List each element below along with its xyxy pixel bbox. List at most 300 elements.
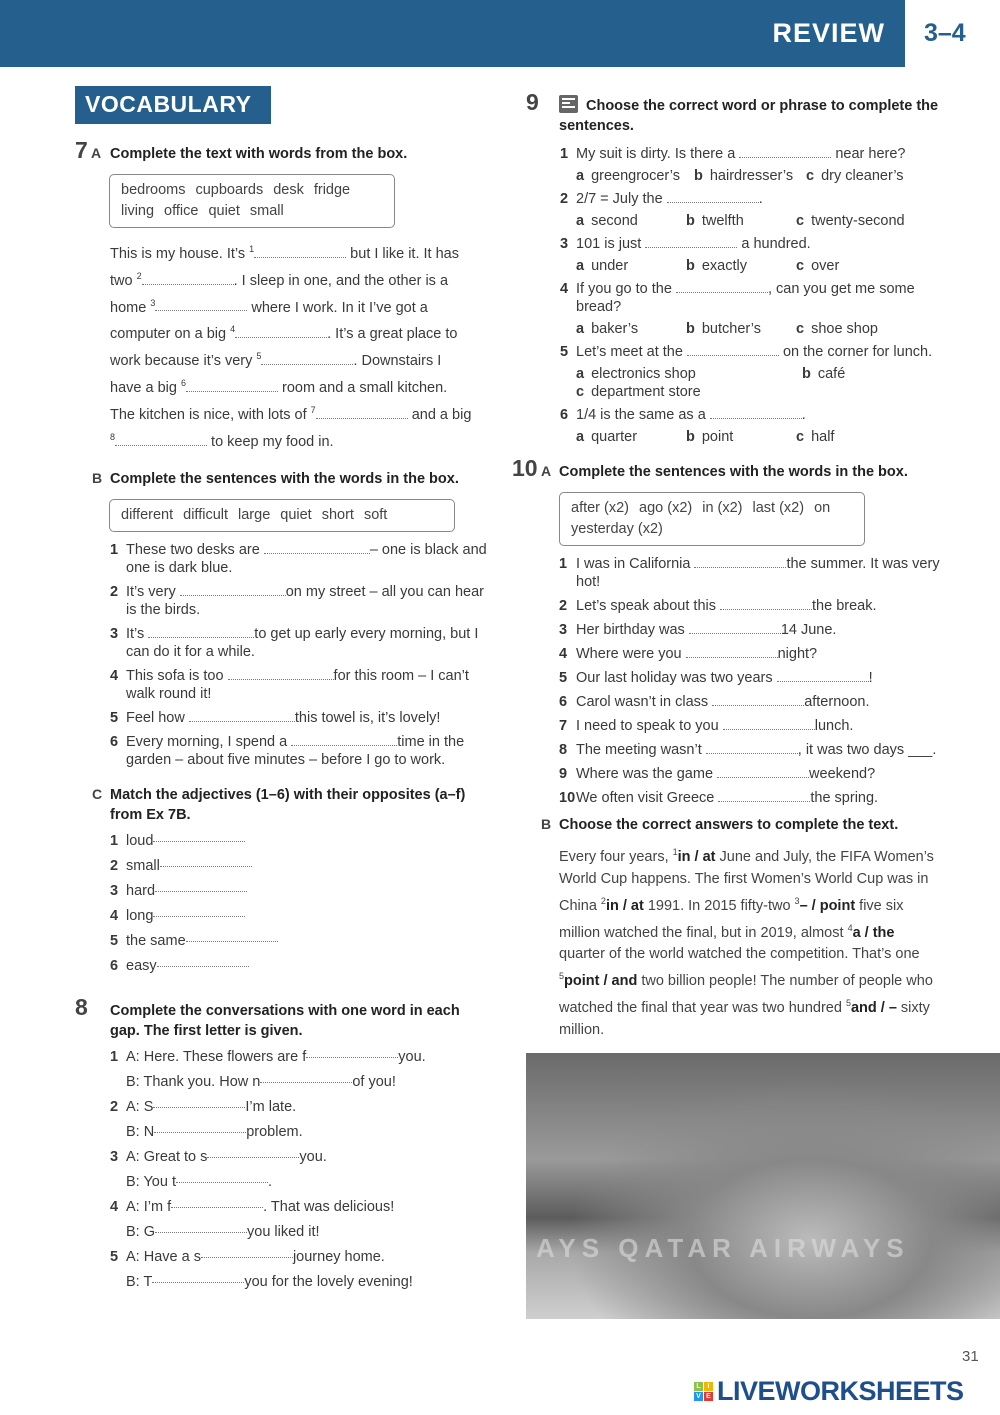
list-item [559, 693, 944, 711]
answer-gap[interactable] [689, 621, 781, 634]
spacer [110, 1120, 126, 1145]
list-item [110, 954, 495, 979]
option-letter: b [686, 258, 695, 274]
text-after: . [758, 191, 763, 207]
answer-gap[interactable] [154, 1120, 246, 1133]
option-text: quarter [591, 429, 638, 445]
item-text [576, 597, 944, 615]
header-title: REVIEW [772, 18, 885, 48]
conversation-line [110, 1045, 495, 1070]
option-text: department store [591, 384, 701, 400]
choice-number: 2 [600, 895, 606, 906]
answer-gap[interactable] [155, 1220, 247, 1233]
answer-gap[interactable] [186, 379, 278, 392]
option-letter: a [576, 366, 585, 382]
list-item [560, 190, 950, 208]
answer-gap[interactable] [264, 541, 370, 554]
text-after: I’m late. [245, 1098, 297, 1115]
option-letter: a [576, 429, 585, 445]
conversation-line [110, 1145, 495, 1170]
option[interactable] [576, 167, 694, 185]
option[interactable] [686, 428, 796, 446]
text-before: Her birthday was [576, 622, 689, 638]
answer-gap[interactable] [171, 1195, 263, 1208]
text-after: of you! [352, 1073, 396, 1090]
text-before: We often visit Greece [576, 790, 719, 806]
option-letter: a [576, 168, 585, 184]
list-item [559, 621, 944, 639]
item-number: 3 [110, 882, 119, 899]
gap-number: 6 [180, 378, 186, 389]
item-number: 4 [110, 1198, 119, 1215]
answer-gap[interactable] [723, 717, 815, 730]
answer-gap[interactable] [142, 272, 234, 285]
options [576, 167, 950, 185]
text-after: , can you get me some bread? [576, 281, 915, 315]
answer-gap[interactable] [186, 929, 278, 942]
choice-number: 5 [845, 998, 851, 1009]
instruction: Complete the text with words from the box. [110, 146, 408, 162]
text-before: Every morning, I spend a [126, 733, 292, 750]
list-item [560, 406, 950, 424]
item-text [126, 709, 489, 727]
answer-choice[interactable]: and / – [850, 1000, 897, 1017]
option[interactable] [576, 383, 950, 401]
text-after: 14 June. [780, 622, 837, 638]
gap-number: 1 [249, 244, 255, 254]
answer-gap[interactable] [645, 235, 737, 248]
list-item [559, 765, 944, 783]
options [576, 257, 950, 275]
item-text [576, 235, 950, 253]
item-text [576, 645, 944, 663]
option[interactable] [694, 167, 806, 185]
conversation-line [110, 1095, 495, 1120]
text-after: journey home. [292, 1248, 385, 1265]
item-number: 1 [560, 146, 569, 162]
gap-number: 7 [310, 404, 316, 415]
box-word: desk [273, 182, 304, 198]
option-letter: b [686, 429, 695, 445]
conversation-line [110, 1070, 495, 1095]
text-before: 1/4 is the same as a [576, 407, 710, 423]
option-letter: b [694, 168, 703, 184]
text-after: ! [868, 670, 873, 686]
exercise-8-header [75, 995, 495, 1041]
spacer [110, 1070, 126, 1095]
item-number: 5 [110, 932, 119, 949]
text-after: on the corner for lunch. [778, 344, 933, 360]
answer-gap[interactable] [316, 406, 408, 419]
exercise-9-header [510, 90, 1000, 136]
text-before: It’s [126, 625, 149, 642]
box-word: different [121, 506, 174, 523]
list-item [110, 904, 495, 929]
text-before: I was in California [576, 556, 695, 572]
liveworksheets-logo[interactable] [694, 1376, 964, 1407]
option-letter: c [806, 168, 815, 184]
answer-gap[interactable] [260, 1070, 352, 1083]
option[interactable] [686, 320, 796, 338]
text-before: B: Thank you. How n [126, 1073, 261, 1090]
sentence-list [109, 541, 489, 769]
text-after: you. [299, 1148, 327, 1165]
item-word: easy [126, 957, 157, 974]
box-word: bedrooms [121, 182, 186, 198]
box-word: quiet [208, 203, 240, 219]
conversation-list [75, 1045, 495, 1295]
box-word: difficult [183, 506, 229, 523]
spacer [110, 1220, 126, 1245]
box-word: office [164, 203, 199, 219]
football-photo [526, 1053, 1000, 1319]
item-text [576, 741, 944, 759]
text-before: Where was the game [576, 766, 718, 782]
answer-gap[interactable] [710, 406, 802, 419]
text-segment: This is my house. It’s [110, 245, 250, 262]
text-before: B: G [126, 1223, 156, 1240]
option-letter: a [576, 258, 585, 274]
text-after: you. [398, 1048, 426, 1065]
exercise-letter: A [541, 463, 552, 479]
text-before: 101 is just [576, 236, 646, 252]
text-after: this towel is, it’s lovely! [294, 709, 441, 726]
text-segment: and a big [407, 406, 472, 423]
answer-gap[interactable] [667, 190, 759, 203]
text-segment: June and July, the FIFA Women’s World Cup happens. The first Women’s World Cup was in China [559, 848, 934, 914]
item-number: 3 [560, 236, 569, 252]
option-text: greengrocer’s [591, 168, 681, 184]
option-letter: c [796, 258, 805, 274]
answer-gap[interactable] [777, 669, 869, 682]
option-text: butcher’s [701, 321, 761, 337]
instruction: Choose the correct answers to complete the text. [559, 817, 899, 833]
option-text: under [591, 258, 629, 274]
option[interactable] [796, 257, 839, 275]
answer-gap[interactable] [676, 280, 768, 293]
answer-gap[interactable] [261, 352, 353, 365]
option[interactable] [686, 212, 796, 230]
option[interactable] [686, 257, 796, 275]
item-number: 2 [560, 191, 569, 207]
item-number: 10 [559, 790, 576, 806]
text-before: A: I’m f [126, 1198, 172, 1215]
item-word: loud [126, 832, 154, 849]
answer-gap[interactable] [228, 667, 334, 680]
answer-gap[interactable] [155, 879, 247, 892]
item-word: small [126, 857, 160, 874]
item-number: 4 [110, 667, 119, 684]
item-number: 1 [110, 1048, 119, 1065]
list-item [560, 145, 950, 163]
exercise-7b-header [75, 469, 495, 489]
answer-gap[interactable] [706, 741, 798, 754]
conversation-line [110, 1220, 495, 1245]
text-before: A: S [126, 1098, 154, 1115]
answer-gap[interactable] [148, 625, 254, 638]
option-letter: a [576, 213, 585, 229]
answer-gap[interactable] [694, 555, 786, 568]
answer-gap[interactable] [201, 1245, 293, 1258]
text-before: It’s very [126, 583, 180, 600]
instruction: Match the adjectives (1–6) with their opposites (a–f) from Ex 7B. [110, 786, 466, 823]
answer-gap[interactable] [686, 645, 778, 658]
item-text [126, 541, 489, 577]
answer-gap[interactable] [235, 325, 327, 338]
text-before: I need to speak to you [576, 718, 723, 734]
word-box [559, 492, 865, 546]
item-text [576, 621, 944, 639]
text-after: the summer. It was very hot! [576, 556, 940, 590]
option[interactable] [576, 212, 686, 230]
page-number: 31 [962, 1348, 979, 1365]
list-item [559, 717, 944, 735]
option-letter: c [796, 321, 805, 337]
answer-gap[interactable] [718, 789, 810, 802]
gap-number: 8 [110, 431, 116, 442]
text-before: B: You t [126, 1173, 176, 1190]
text-after: a hundred. [737, 236, 811, 252]
exercise-10b-header [510, 815, 1000, 835]
choice-number: 1 [672, 847, 678, 857]
item-word: the same [126, 932, 186, 949]
conversation-line [110, 1170, 495, 1195]
text-before: A: Great to s [126, 1148, 208, 1165]
answer-gap[interactable] [176, 1170, 268, 1183]
text-segment: five six million watched the final, but in 2019, almost [559, 897, 904, 941]
item-word: long [126, 907, 154, 924]
choice-number: 5 [559, 971, 565, 982]
answer-gap[interactable] [687, 343, 779, 356]
box-word: after (x2) [571, 500, 630, 516]
list-item [110, 709, 489, 727]
text-before: B: N [126, 1123, 155, 1140]
text-segment: quarter of the world watched the competition. That’s one [559, 946, 920, 963]
option-letter: c [796, 429, 805, 445]
list-item [559, 645, 944, 663]
list-item [110, 829, 495, 854]
item-text [576, 145, 950, 163]
answer-choice[interactable]: in / at [677, 848, 716, 865]
list-item [110, 733, 489, 769]
item-text [126, 583, 489, 619]
answer-choice[interactable]: a / the [852, 924, 895, 941]
item-text [576, 280, 950, 316]
box-word: on [814, 500, 831, 516]
option[interactable] [806, 167, 904, 185]
word-box [109, 499, 455, 532]
option-letter: b [686, 213, 695, 229]
choice-text [559, 841, 939, 1041]
answer-gap[interactable] [155, 298, 247, 311]
text-segment: . Downstairs I have a big [110, 353, 442, 396]
text-after: problem. [246, 1123, 303, 1140]
choice-number: 3 [794, 895, 800, 906]
text-after: . [801, 407, 806, 423]
item-text [126, 625, 489, 661]
option-text: half [811, 429, 835, 445]
option-text: point [701, 429, 734, 445]
item-number: 6 [560, 407, 569, 423]
item-text [576, 717, 944, 735]
list-item [110, 541, 489, 577]
stadium-banner: AYS QATAR AIRWAYS [536, 1233, 910, 1264]
item-number: 5 [559, 670, 568, 686]
item-text [576, 555, 944, 591]
item-number: 2 [110, 1098, 119, 1115]
text-before: These two desks are [126, 541, 264, 558]
answer-gap[interactable] [712, 693, 804, 706]
item-text [126, 667, 489, 703]
option-text: shoe shop [811, 321, 878, 337]
item-text [576, 343, 950, 361]
text-segment: . It’s a great place to work because it’s very [110, 326, 458, 370]
item-text [576, 190, 950, 208]
logo-icon: L I V E [694, 1382, 713, 1401]
exercise-letter: B [92, 469, 103, 486]
answer-choice[interactable]: point / and [564, 973, 638, 990]
list-item [110, 625, 489, 661]
box-word: soft [363, 506, 388, 523]
spacer [110, 1170, 126, 1195]
gap-number: 3 [150, 297, 156, 308]
option-text: electronics shop [591, 366, 696, 382]
option-letter: b [802, 366, 811, 382]
word-box [109, 174, 395, 228]
list-item [560, 343, 950, 361]
exercise-7c-header [75, 785, 495, 825]
option-text: twelfth [701, 213, 744, 229]
answer-choice[interactable]: – / point [799, 897, 856, 914]
exercise-number: 9 [526, 89, 539, 115]
list-item [559, 597, 944, 615]
text-before: If you go to the [576, 281, 676, 297]
answer-gap[interactable] [153, 829, 245, 842]
answer-gap[interactable] [157, 954, 249, 967]
box-word: yesterday (x2) [571, 521, 663, 537]
text-before: Let’s speak about this [576, 598, 721, 614]
text-before: Our last holiday was two years [576, 670, 777, 686]
item-number: 1 [110, 541, 119, 558]
option[interactable] [796, 320, 878, 338]
choice-list [560, 145, 950, 446]
text-after: – one is black and one is dark blue. [126, 541, 487, 576]
item-number: 1 [559, 556, 568, 572]
item-number: 6 [110, 733, 119, 750]
instruction: Complete the sentences with the words in the box. [559, 464, 908, 480]
left-column [75, 86, 495, 1295]
options [576, 320, 950, 338]
text-before: A: Have a s [126, 1248, 201, 1265]
text-before: The meeting wasn’t [576, 742, 706, 758]
box-word: in (x2) [702, 500, 743, 516]
answer-choice[interactable]: in / at [605, 897, 644, 914]
exercise-letter: A [91, 145, 102, 161]
box-word: small [249, 203, 284, 219]
text-before: My suit is dirty. Is there a [576, 146, 740, 162]
answer-gap[interactable] [189, 709, 295, 722]
item-number: 8 [559, 742, 568, 758]
option[interactable] [802, 365, 912, 383]
text-after: on my street – all you can hear is the birds. [126, 583, 484, 618]
item-number: 3 [559, 622, 568, 638]
answer-gap[interactable] [207, 1145, 299, 1158]
item-number: 2 [110, 857, 119, 874]
list-item [560, 235, 950, 253]
option[interactable] [576, 320, 686, 338]
text-before: Feel how [126, 709, 189, 726]
answer-gap[interactable] [115, 433, 207, 446]
list-item [110, 854, 495, 879]
list-item [559, 741, 944, 759]
exercise-letter: B [541, 816, 552, 832]
text-after: to get up early every morning, but I can do it for a while. [126, 625, 479, 660]
item-text [576, 693, 944, 711]
item-number: 6 [110, 957, 119, 974]
text-before: This sofa is too [126, 667, 228, 684]
exercise-number: 8 [75, 993, 88, 1020]
option[interactable] [576, 365, 802, 383]
answer-gap[interactable] [254, 245, 346, 258]
answer-gap[interactable] [720, 597, 812, 610]
answer-gap[interactable] [153, 904, 245, 917]
option-text: baker’s [591, 321, 639, 337]
logo-text: LIVEWORKSHEETS [717, 1376, 964, 1406]
list-item [110, 879, 495, 904]
box-word: large [238, 506, 271, 523]
instruction: Complete the conversations with one word in each gap. The first letter is given. [110, 1002, 460, 1039]
text-after: time in the garden – about five minutes – before I go to work. [126, 733, 465, 768]
item-number: 3 [110, 625, 119, 642]
text-after: afternoon. [804, 694, 870, 710]
item-number: 4 [110, 907, 119, 924]
text-segment: . I sleep in one, and the other is a home [110, 272, 449, 316]
answer-gap[interactable] [160, 854, 252, 867]
box-word: last (x2) [752, 500, 805, 516]
answer-gap[interactable] [152, 1270, 244, 1283]
option-letter: b [686, 321, 695, 337]
item-number: 5 [110, 709, 119, 726]
choice-number: 4 [847, 922, 853, 933]
item-text [576, 406, 950, 424]
option[interactable] [576, 428, 686, 446]
answer-gap[interactable] [180, 583, 286, 596]
text-before: Let’s meet at the [576, 344, 687, 360]
instruction: Choose the correct word or phrase to complete the sentences. [559, 98, 939, 134]
item-number: 2 [559, 598, 568, 614]
answer-gap[interactable] [291, 733, 397, 746]
match-list [75, 829, 495, 979]
right-column [510, 90, 1000, 1319]
text-segment: room and a small kitchen. The kitchen is nice, with lots of [110, 379, 448, 423]
text-segment: where I work. In it I’ve got a computer on a big [110, 299, 428, 343]
list-item [110, 667, 489, 703]
item-number: 9 [559, 766, 568, 782]
option-letter: c [576, 384, 585, 400]
unit-label: 3–4 [924, 19, 966, 47]
box-word: fridge [313, 182, 351, 198]
option[interactable] [796, 428, 834, 446]
exercise-letter: C [92, 785, 103, 802]
option[interactable] [576, 257, 686, 275]
text-before: Where were you [576, 646, 686, 662]
answer-gap[interactable] [153, 1095, 245, 1108]
answer-gap[interactable] [739, 145, 831, 158]
answer-gap[interactable] [306, 1045, 398, 1058]
option[interactable] [796, 212, 905, 230]
exercise-number: 7 [75, 137, 88, 163]
answer-gap[interactable] [717, 765, 809, 778]
